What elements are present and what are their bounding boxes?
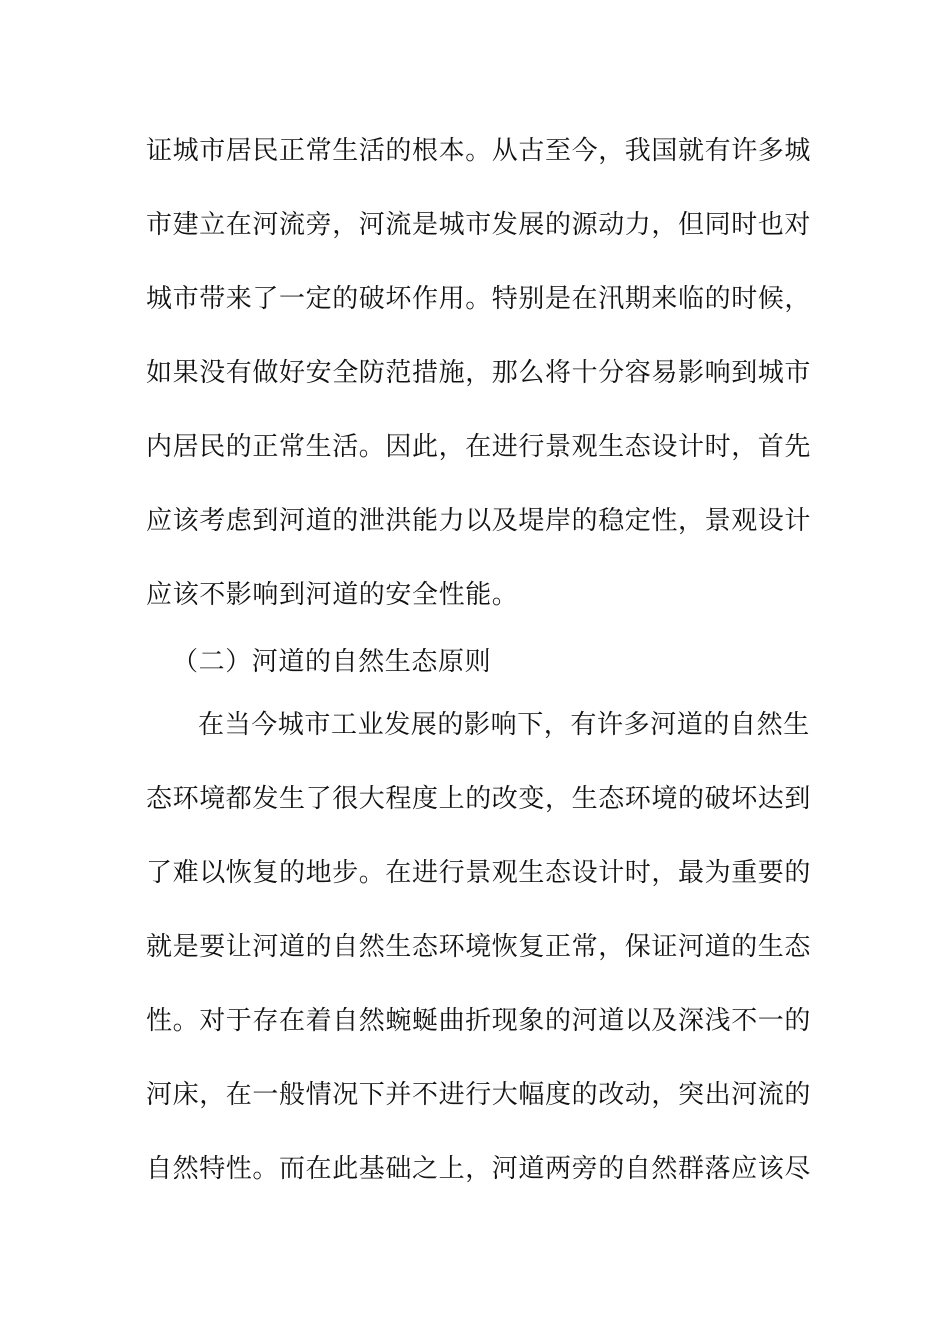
paragraph-line: 证城市居民正常生活的根本。从古至今，我国就有许多城 xyxy=(146,136,812,166)
paragraph-line: 应该不影响到河道的安全性能。 xyxy=(146,580,519,610)
paragraph-line: 就是要让河道的自然生态环境恢复正常，保证河道的生态 xyxy=(146,932,812,962)
section-heading: （二）河道的自然生态原则 xyxy=(172,647,492,677)
paragraph-line: 内居民的正常生活。因此，在进行景观生态设计时，首先 xyxy=(146,432,812,462)
paragraph-line: 性。对于存在着自然蜿蜒曲折现象的河道以及深浅不一的 xyxy=(146,1006,812,1036)
paragraph-line: 城市带来了一定的破坏作用。特别是在汛期来临的时候， xyxy=(146,284,812,314)
paragraph-line: 如果没有做好安全防范措施，那么将十分容易影响到城市 xyxy=(146,358,812,388)
paragraph-line: 市建立在河流旁，河流是城市发展的源动力，但同时也对 xyxy=(146,210,812,240)
paragraph-line: 态环境都发生了很大程度上的改变，生态环境的破坏达到 xyxy=(146,784,812,814)
paragraph-line: 自然特性。而在此基础之上，河道两旁的自然群落应该尽 xyxy=(146,1154,812,1184)
paragraph-line: 在当今城市工业发展的影响下，有许多河道的自然生 xyxy=(198,710,810,740)
paragraph-line: 河床，在一般情况下并不进行大幅度的改动，突出河流的 xyxy=(146,1080,812,1110)
paragraph-line: 应该考虑到河道的泄洪能力以及堤岸的稳定性，景观设计 xyxy=(146,506,812,536)
paragraph-line: 了难以恢复的地步。在进行景观生态设计时，最为重要的 xyxy=(146,858,812,888)
